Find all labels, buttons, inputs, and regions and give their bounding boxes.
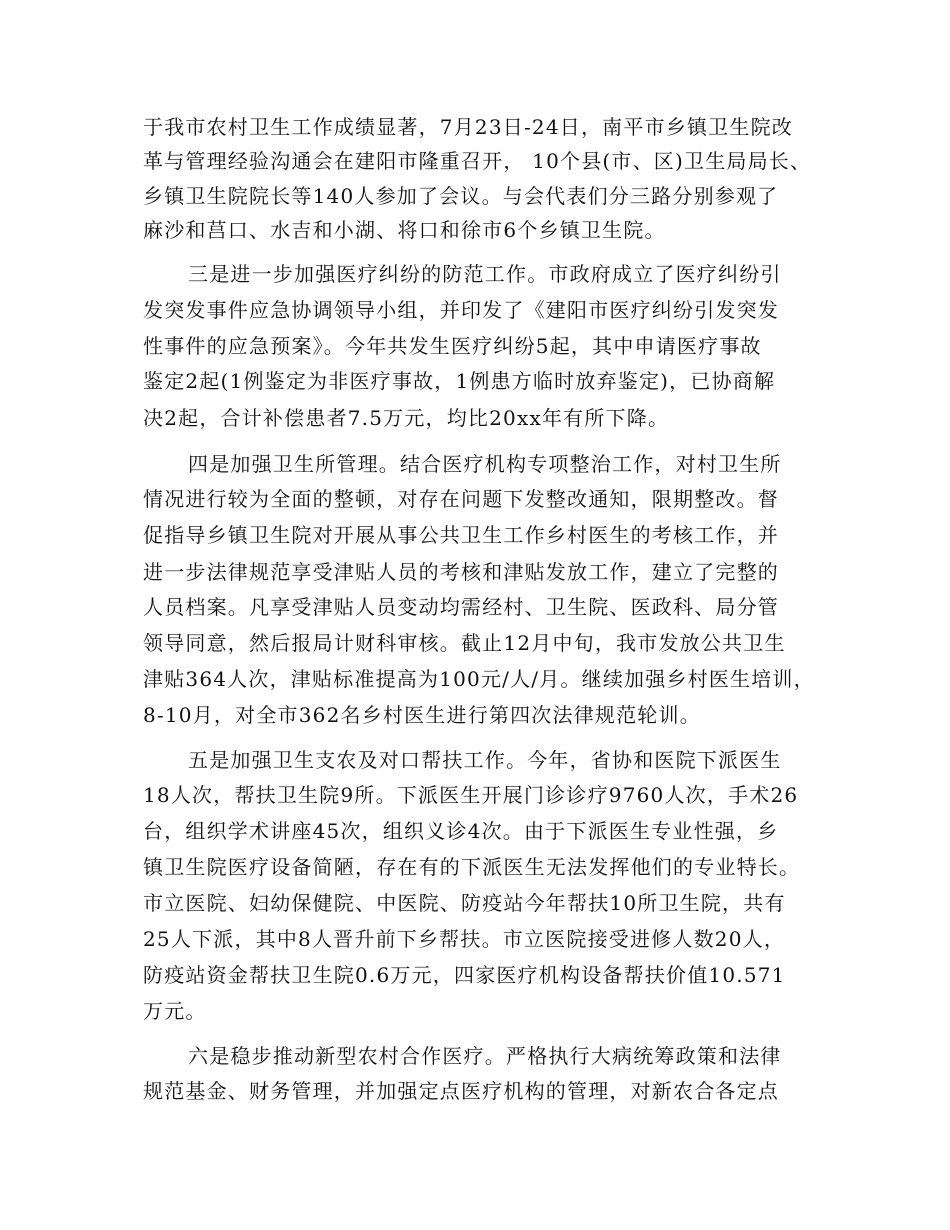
text-line: 8-10月，对全市362名乡村医生进行第四次法律规范轮训。 <box>143 703 701 727</box>
text-line: 发突发事件应急协调领导小组，并印发了《建阳市医疗纠纷引发突发 <box>143 298 779 322</box>
paragraph-start-line: 六是稳步推动新型农村合作医疗。严格执行大病统筹政策和法律 <box>188 1044 782 1068</box>
paragraph-start-line: 五是加强卫生支农及对口帮扶工作。今年，省协和医院下派医生 <box>188 748 782 772</box>
paragraph-start-line: 四是加强卫生所管理。结合医疗机构专项整治工作，对村卫生所 <box>188 452 782 476</box>
text-line: 麻沙和莒口、水吉和小湖、将口和徐市6个乡镇卫生院。 <box>143 218 666 242</box>
text-line: 乡镇卫生院院长等140人参加了会议。与会代表们分三路分别参观了 <box>143 184 779 208</box>
text-line: 人员档案。凡享受津贴人员变动均需经村、卫生院、医政科、局分管 <box>143 595 779 619</box>
text-line: 规范基金、财务管理，并加强定点医疗机构的管理，对新农合各定点 <box>143 1079 779 1103</box>
text-line: 于我市农村卫生工作成绩显著，7月23日-24日，南平市乡镇卫生院改 <box>143 115 793 139</box>
paragraph-start-line: 三是进一步加强医疗纠纷的防范工作。市政府成立了医疗纠纷引 <box>188 262 782 286</box>
text-line: 决2起，合计补偿患者7.5万元，均比20xx年有所下降。 <box>143 406 670 430</box>
text-line: 促指导乡镇卫生院对开展从事公共卫生工作乡村医生的考核工作，并 <box>143 523 779 547</box>
text-line: 鉴定2起(1例鉴定为非医疗事故，1例患方临时放弃鉴定)，已协商解 <box>143 369 776 393</box>
text-line: 领导同意，然后报局计财科审核。截止12月中旬，我市发放公共卫生 <box>143 631 786 655</box>
text-line: 情况进行较为全面的整顿，对存在问题下发整改通知，限期整改。督 <box>143 487 779 511</box>
text-line: 台，组织学术讲座45次，组织义诊4次。由于下派医生专业性强，乡 <box>143 819 779 843</box>
text-line: 防疫站资金帮扶卫生院0.6万元，四家医疗机构设备帮扶价值10.571 <box>143 963 786 987</box>
text-line: 革与管理经验沟通会在建阳市隆重召开， 10个县(市、区)卫生局局长、 <box>143 149 812 173</box>
text-line: 性事件的应急预案》。今年共发生医疗纠纷5起，其中申请医疗事故 <box>143 334 762 358</box>
text-line: 镇卫生院医疗设备简陋，存在有的下派医生无法发挥他们的专业特长。 <box>143 855 801 879</box>
text-line: 万元。 <box>143 999 207 1023</box>
text-line: 市立医院、妇幼保健院、中医院、防疫站今年帮扶10所卫生院，共有 <box>143 891 786 915</box>
text-line: 25人下派，其中8人晋升前下乡帮扶。市立医院接受进修人数20人， <box>143 927 786 951</box>
text-line: 进一步法律规范享受津贴人员的考核和津贴发放工作，建立了完整的 <box>143 560 779 584</box>
text-line: 18人次，帮扶卫生院9所。下派医生开展门诊诊疗9760人次，手术26 <box>143 783 799 807</box>
text-line: 津贴364人次，津贴标准提高为100元/人/月。继续加强乡村医生培训， <box>143 667 815 691</box>
